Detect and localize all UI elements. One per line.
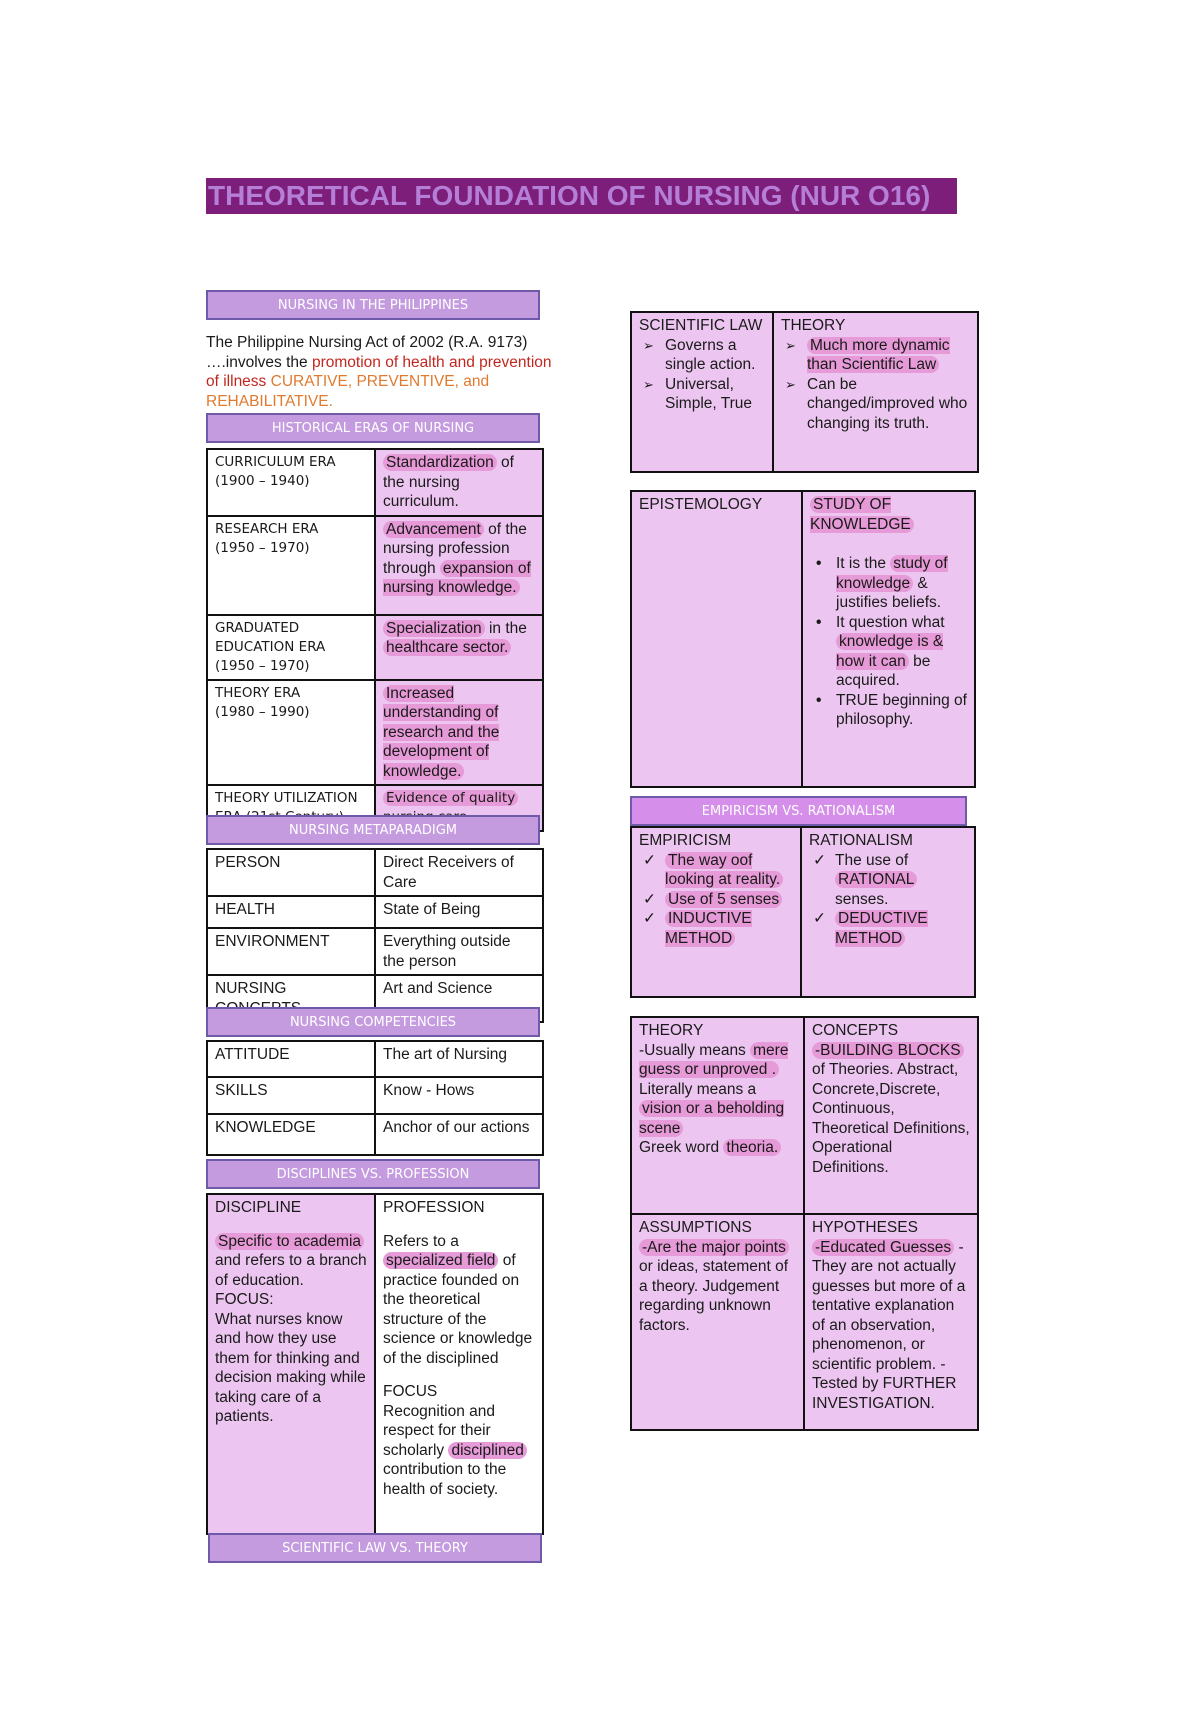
list-item: ✓ The way oof looking at reality. xyxy=(639,851,793,890)
table-row xyxy=(207,1114,543,1155)
intro-line2-prefix: ….involves the xyxy=(206,353,312,371)
rationalism-cell xyxy=(801,827,975,997)
rationalism-head: RATIONALISM xyxy=(809,832,913,849)
list-item: ➢ Much more dynamic than Scientific Law xyxy=(781,336,970,375)
profession-rest: of practice founded on the theoretical structure of the science or knowledge of the disciplined xyxy=(383,1252,533,1367)
table-row xyxy=(207,849,543,896)
table-row xyxy=(207,449,543,516)
table-row xyxy=(207,928,543,975)
header-philippines: NURSING IN THE PHILIPPINES xyxy=(206,290,540,320)
table-row xyxy=(631,491,975,787)
theory-head: THEORY xyxy=(781,317,846,334)
list-item: • It question what knowledge is & how it can be acquired. xyxy=(810,613,967,691)
def-cell: Everything outside the person xyxy=(375,928,543,975)
table-row xyxy=(207,516,543,615)
empiricism-head: EMPIRICISM xyxy=(639,832,732,849)
theory-cell: THEORY -Usually means mere guess or unproved . Literally means a vision or a beholding scene Greek word theoria. xyxy=(631,1017,804,1214)
list-item: ➢ Universal, Simple, True xyxy=(639,375,765,414)
epistemology-def: STUDY OF KNOWLEDGE xyxy=(810,496,914,533)
era-name: THEORY ERA (1980 – 1990) xyxy=(207,680,375,786)
discipline-rest: and refers to a branch of education. xyxy=(215,1252,367,1289)
def-cell: The art of Nursing xyxy=(375,1041,543,1077)
def-cell: Anchor of our actions xyxy=(375,1114,543,1155)
era-name: GRADUATED EDUCATION ERA (1950 – 1970) xyxy=(207,615,375,680)
list-item: ➢ Can be changed/improved who changing its truth. xyxy=(781,375,970,434)
list-item: ✓ Use of 5 senses xyxy=(639,890,793,910)
table-row xyxy=(631,1214,978,1430)
era-desc: Evidence of quality xyxy=(375,785,543,831)
law-cell xyxy=(631,312,773,472)
epistemology-list xyxy=(810,554,967,730)
discipline-focus: What nurses know and how they use them for thinking and decision making while taking care of a patients. xyxy=(215,1310,366,1425)
discipline-hl: Specific to academia xyxy=(215,1233,364,1250)
term-cell: ATTITUDE xyxy=(207,1041,375,1077)
theory-grid-table xyxy=(630,1016,979,1431)
law-head: SCIENTIFIC LAW xyxy=(639,317,763,334)
header-metaparadigm: NURSING METAPARADIGM xyxy=(206,815,540,845)
profession-head: PROFESSION xyxy=(383,1199,485,1216)
era-desc: Specialization in the healthcare sector. xyxy=(375,615,543,680)
intro-line3-orange: CURATIVE, PREVENTIVE, and xyxy=(270,373,490,390)
profession-hl: specialized field xyxy=(383,1252,498,1269)
table-row xyxy=(207,1041,543,1077)
term-cell: SKILLS xyxy=(207,1077,375,1114)
epistemology-head-cell: EPISTEMOLOGY xyxy=(631,491,802,787)
profession-focus-label: FOCUS xyxy=(383,1383,438,1400)
rationalism-list xyxy=(809,851,967,949)
header-competencies: NURSING COMPETENCIES xyxy=(206,1007,540,1037)
table-row xyxy=(207,896,543,928)
list-item: ✓ INDUCTIVE METHOD xyxy=(639,909,793,948)
list-item: ✓ The use of RATIONAL senses. xyxy=(809,851,967,910)
profession-focus-rest: contribution to the health of society. xyxy=(383,1461,507,1498)
concepts-head: CONCEPTS xyxy=(812,1022,899,1039)
scilaw-table xyxy=(630,311,979,473)
intro-line4-orange: REHABILITATIVE. xyxy=(206,392,333,410)
profession-pre: Refers to a xyxy=(383,1232,459,1250)
epistemology-table xyxy=(630,490,976,788)
page-title: THEORETICAL FOUNDATION OF NURSING (NUR O16) xyxy=(206,178,957,214)
list-item: ➢ Governs a single action. xyxy=(639,336,765,375)
theory-head: THEORY xyxy=(639,1022,704,1039)
table-row xyxy=(207,615,543,680)
assumptions-head: ASSUMPTIONS xyxy=(639,1219,752,1236)
table-row xyxy=(631,827,975,997)
intro-text xyxy=(206,333,586,411)
profession-focus-pre: Recognition and respect for their scholarly xyxy=(383,1402,496,1459)
header-empiricism: EMPIRICISM VS. RATIONALISM xyxy=(630,796,967,826)
era-desc: Advancement of the nursing profession through expansion of nursing knowledge. xyxy=(375,516,543,615)
term-cell: HEALTH xyxy=(207,896,375,928)
term-cell: NURSING xyxy=(207,975,375,1022)
intro-line2-red: promotion of health and prevention xyxy=(311,353,552,371)
header-scilaw: SCIENTIFIC LAW VS. THEORY xyxy=(208,1533,542,1563)
def-cell: Know - Hows xyxy=(375,1077,543,1114)
discipline-head: DISCIPLINE xyxy=(215,1199,302,1216)
profession-cell xyxy=(375,1194,543,1534)
hypotheses-cell: HYPOTHESES -Educated Guesses -They are not actually guesses but more of a tentative explanation of an observation, phenomenon, or scientific problem. -Tested by FURTHER INVESTIGATION. xyxy=(804,1214,978,1430)
list-item: • TRUE beginning of philosophy. xyxy=(810,691,967,730)
concepts-cell: CONCEPTS -BUILDING BLOCKS of Theories. Abstract, Concrete,Discrete, Continuous, Theoretical Definitions, Operational Definitions. xyxy=(804,1017,978,1214)
era-desc: Standardization of the nursing curriculum. xyxy=(375,449,543,516)
intro-line3-red: of illness xyxy=(206,373,271,390)
assumptions-cell: ASSUMPTIONS -Are the major points or ideas, statement of a theory. Judgement regarding unknown factors. xyxy=(631,1214,804,1430)
list-item: ✓ DEDUCTIVE METHOD xyxy=(809,909,967,948)
def-cell: Art and Science xyxy=(375,975,543,1022)
era-name: THEORY UTILIZATION xyxy=(207,785,375,831)
term-cell: ENVIRONMENT xyxy=(207,928,375,975)
discipline-cell xyxy=(207,1194,375,1534)
term-cell: PERSON xyxy=(207,849,375,896)
theory-cell xyxy=(773,312,978,472)
law-list xyxy=(639,336,765,414)
era-desc: Increased understanding of research and the development of knowledge. xyxy=(375,680,543,786)
empiricism-cell xyxy=(631,827,801,997)
empiricism-table xyxy=(630,826,976,998)
def-cell: Direct Receivers of Care xyxy=(375,849,543,896)
profession-focus-hl: disciplined xyxy=(448,1442,526,1459)
theory-list xyxy=(781,336,970,434)
table-row xyxy=(207,1194,543,1534)
table-row xyxy=(207,680,543,786)
header-disciplines: DISCIPLINES VS. PROFESSION xyxy=(206,1159,540,1189)
list-item: • It is the study of knowledge & justifies beliefs. xyxy=(810,554,967,613)
header-eras: HISTORICAL ERAS OF NURSING xyxy=(206,413,540,443)
metaparadigm-table xyxy=(206,848,544,1023)
era-name: CURRICULUM ERA (1900 – 1940) xyxy=(207,449,375,516)
table-row xyxy=(207,1077,543,1114)
intro-line1: The Philippine Nursing Act of 2002 (R.A. 9173) xyxy=(206,334,528,351)
epistemology-def-cell xyxy=(802,491,975,787)
discipline-focus-label: FOCUS: xyxy=(215,1291,274,1308)
table-row xyxy=(631,1017,978,1214)
hypotheses-head: HYPOTHESES xyxy=(812,1219,918,1236)
term-cell: KNOWLEDGE xyxy=(207,1114,375,1155)
competencies-table xyxy=(206,1040,544,1156)
eras-table xyxy=(206,448,544,832)
table-row xyxy=(631,312,978,472)
disciplines-table xyxy=(206,1193,544,1535)
empiricism-list xyxy=(639,851,793,949)
era-name: RESEARCH ERA (1950 – 1970) xyxy=(207,516,375,615)
def-cell: State of Being xyxy=(375,896,543,928)
